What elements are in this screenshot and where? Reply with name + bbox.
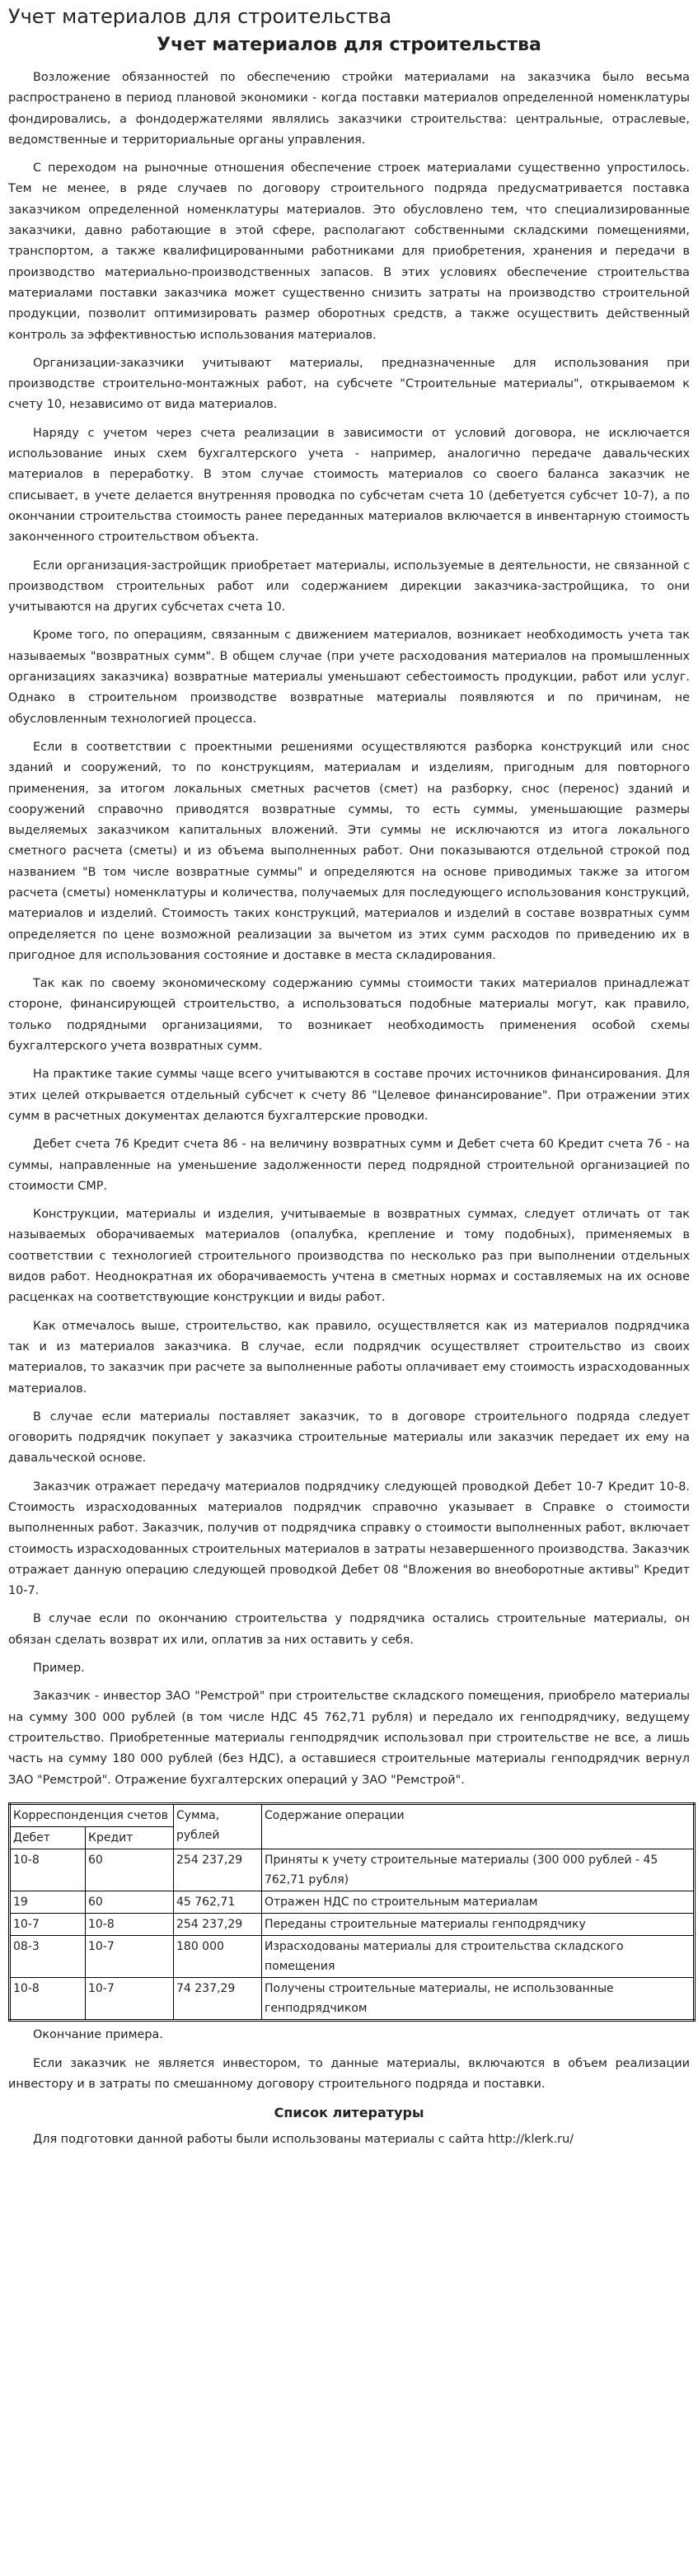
header-credit: Кредит (86, 1826, 174, 1849)
paragraph: Если в соответствии с проектными решениями осуществляются разборка конструкций или снос зданий и сооружений, то по конструкциям, материалам и изделиям, пригодным для повторного применения, за итогом локальных сметных расчетов (смет) на разборку, снос (перенос) зданий и сооружений справочно приводятся возвратные суммы, то есть суммы, уменьшающие размеры выделяемых заказчиком капитальных вложений. Эти суммы не исключаются из итога локального сметного расчета (сметы) и из объема выполненных работ. Они показываются отдельной строкой под названием "В том числе возвратные суммы" и определяются на основе приводимых также за итогом расчета (сметы) номенклатуры и количества, получаемых для последующего использования конструкций, материалов и изделий. Стоимость таких конструкций, материалов и изделий в составе возвратных сумм определяется по цене возможной реализации за вычетом из этих сумм расходов по приведению их в пригодное для использования состояние и доставке в места складирования. (8, 740, 690, 962)
header-content: Содержание операции (262, 1803, 695, 1849)
end-example: Окончание примера. (33, 2027, 163, 2041)
cell-sum: 254 237,29 (174, 1849, 262, 1891)
cell-debit: 10-8 (10, 1977, 86, 2020)
paragraph: С переходом на рыночные отношения обеспечение строек материалами существенно упростилось. Тем не менее, в ряде случаев по договору строительного подряда предусматривается поставка заказчиком определенной номенклатуры материалов. Это обусловлено тем, что специализированные заказчики, давно работающие в этой сфере, располагают собственными складскими помещениями, транспортом, а также квалифицированными работниками для приобретения, хранения и передачи в производство материально-производственных запасов. В этих условиях обеспечение строительства материалами поставки заказчика может существенно снизить затраты на производство строительной продукции, позволит оптимизировать размер оборотных средств, а также осуществить действенный контроль за эффективностью использования материалов. (8, 161, 690, 342)
cell-sum: 180 000 (174, 1935, 262, 1977)
paragraph: Если организация-застройщик приобретает материалы, используемые в деятельности, не связанной с производством строительных работ или содержанием дирекции заказчика-застройщика, то они учитываются на других субсчетах счета 10. (8, 559, 690, 615)
cell-debit: 10-7 (10, 1913, 86, 1935)
cell-content: Переданы строительные материалы генподрядчику (262, 1913, 695, 1935)
table-row (10, 1891, 695, 1913)
literature-text: Для подготовки данной работы были использованы материалы с сайта http://klerk.ru/ (33, 2133, 574, 2147)
operations-table (8, 1802, 696, 2022)
example-label: Пример. (33, 1662, 85, 1676)
table-header-row (10, 1803, 695, 1826)
paragraph: На практике такие суммы чаще всего учитываются в составе прочих источников финансирования. Для этих целей открывается отдельный субсчет к счету 86 "Целевое финансирование". При отражении этих сумм в расчетных документах делаются бухгалтерские проводки. (8, 1068, 690, 1123)
header-sum: Сумма, рублей (174, 1803, 262, 1849)
article-title: Учет материалов для строительства (157, 35, 541, 55)
paragraph: Организации-заказчики учитывают материалы, предназначенные для использования при производстве строительно-монтажных работ, на субсчете "Строительные материалы", открываемом к счету 10, независимо от вида материалов. (8, 356, 690, 412)
cell-sum: 74 237,29 (174, 1977, 262, 2020)
document-title: Учет материалов для строительства (8, 5, 392, 28)
cell-content: Отражен НДС по строительным материалам (262, 1891, 695, 1913)
paragraph: В случае если материалы поставляет заказчик, то в договоре строительного подряда следует оговорить подрядчик покупает у заказчика строительные материалы или заказчик передает их ему на давальческой основе. (8, 1410, 690, 1466)
paragraph: Заказчик отражает передачу материалов подрядчику следующей проводкой Дебет 10-7 Кредит 10-8. Стоимость израсходованных материалов подрядчик справочно указывает в Справке о стоимости выполненных работ. Заказчик, получив от подрядчика справку о стоимости выполненных работ, включает стоимость израсходованных строительных материалов в затраты незавершенного производства. Заказчик отражает данную операцию следующей проводкой Дебет 08 "Вложения во внеоборотные активы" Кредит 10-7. (8, 1480, 690, 1598)
closing-paragraph: Если заказчик не является инвестором, то данные материалы, включаются в объем реализации инвестору и в затраты по смешанному договору строительного подряда и поставки. (8, 2056, 690, 2092)
table-row (10, 1849, 695, 1891)
header-debit: Дебет (10, 1826, 86, 1849)
literature-title: Список литературы (274, 2105, 424, 2121)
cell-credit: 10-7 (86, 1935, 174, 1977)
cell-credit: 10-7 (86, 1977, 174, 2020)
paragraph: Кроме того, по операциям, связанным с движением материалов, возникает необходимость учета так называемых "возвратных сумм". В общем случае (при учете расходования материалов на промышленных организациях заказчика) возвратные материалы уменьшают себестоимость продукции, работ или услуг. Однако в строительном производстве возвратные материалы появляются и по причинам, не обусловленным технологией процесса. (8, 629, 690, 726)
table-row (10, 1913, 695, 1935)
cell-content: Приняты к учету строительные материалы (300 000 рублей - 45 762,71 рубля) (262, 1849, 695, 1891)
paragraph: В случае если по окончанию строительства у подрядчика остались строительные материалы, он обязан сделать возврат их или, оплатив за них оставить у себя. (8, 1612, 690, 1647)
table-row (10, 1935, 695, 1977)
paragraph: Дебет счета 76 Кредит счета 86 - на величину возвратных сумм и Дебет счета 60 Кредит счета 76 - на суммы, направленные на уменьшение задолженности перед подрядной строительной организацией по стоимости СМР. (8, 1138, 690, 1193)
cell-content: Израсходованы материалы для строительства складского помещения (262, 1935, 695, 1977)
cell-debit: 10-8 (10, 1849, 86, 1891)
cell-content: Получены строительные материалы, не использованные генподрядчиком (262, 1977, 695, 2020)
cell-debit: 08-3 (10, 1935, 86, 1977)
paragraph: Как отмечалось выше, строительство, как правило, осуществляется как из материалов подрядчика так и из материалов заказчика. В случае, если подрядчик осуществляет строительство из своих материалов, то заказчик при расчете за выполненные работы оплачивает ему стоимость израсходованных материалов. (8, 1319, 690, 1396)
cell-sum: 254 237,29 (174, 1913, 262, 1935)
article-body (8, 68, 690, 1791)
cell-credit: 10-8 (86, 1913, 174, 1935)
paragraph: Так как по своему экономическому содержанию суммы стоимости таких материалов принадлежат стороне, финансирующей строительство, а использоваться подобные материалы могут, как правило, только подрядными организациями, то возникает необходимость применения особой схемы бухгалтерского учета возвратных сумм. (8, 977, 690, 1054)
paragraph: Возложение обязанностей по обеспечению стройки материалами на заказчика было весьма распространено в период плановой экономики - когда поставки материалов определенной номенклатуры фондировались, а фондодержателями являлись заказчики строительства: центральные, отраслевые, ведомственные и территориальные органы управления. (8, 71, 690, 147)
cell-credit: 60 (86, 1891, 174, 1913)
header-correspondence: Корреспонденция счетов (10, 1803, 174, 1826)
paragraph: Конструкции, материалы и изделия, учитываемые в возвратных суммах, следует отличать от так называемых оборачиваемых материалов (опалубка, крепление и тому подобных), применяемых в соответствии с технологией строительного производства по несколько раз при выполнении отдельных видов работ. Неоднократная их оборачиваемость учтена в сметных нормах и составляемых на их основе расценках на соответствующие конструкции и виды работ. (8, 1208, 690, 1305)
cell-sum: 45 762,71 (174, 1891, 262, 1913)
paragraph: Наряду с учетом через счета реализации в зависимости от условий договора, не исключается использование иных схем бухгалтерского учета - например, аналогично передаче давальческих материалов в переработку. В этом случае стоимость материалов со своего баланса заказчик не списывает, в учете делается внутренняя проводка по субсчетам счета 10 (дебетуется субсчет 10-7), а по окончании строительства стоимость ранее переданных материалов включается в инвентарную стоимость законченного строительством объекта. (8, 426, 690, 545)
cell-debit: 19 (10, 1891, 86, 1913)
cell-credit: 60 (86, 1849, 174, 1891)
example-paragraph: Заказчик - инвестор ЗАО "Ремстрой" при строительстве складского помещения, приобрело материалы на сумму 300 000 рублей (в том числе НДС 45 762,71 рубля) и передало их генподрядчику, ведущему строительство. Приобретенные материалы генподрядчик использовал при строительстве не все, а лишь часть на сумму 180 000 рублей (без НДС), а оставшиеся строительные материалы генподрядчик вернул ЗАО "Ремстрой". Отражение бухгалтерских операций у ЗАО "Ремстрой". (8, 1690, 690, 1787)
table-row (10, 1977, 695, 2020)
